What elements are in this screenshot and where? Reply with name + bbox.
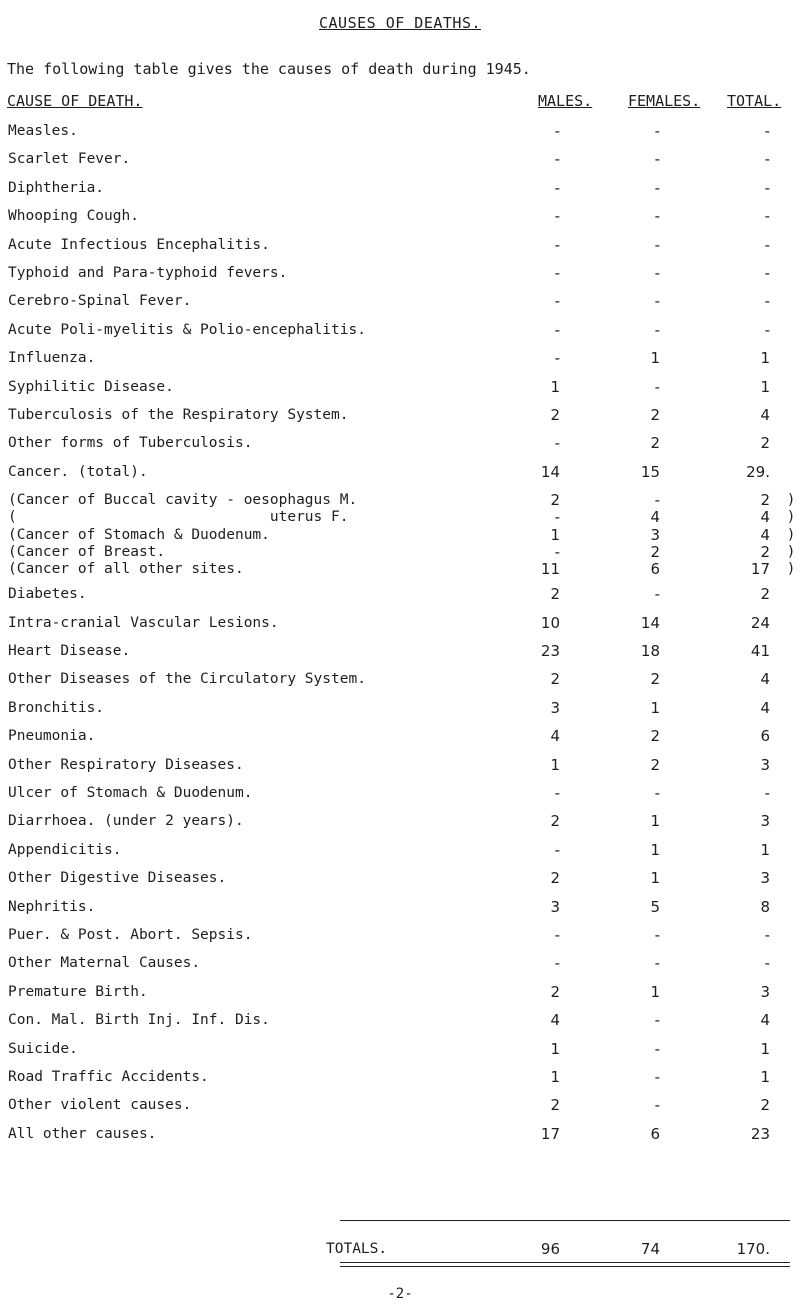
total-value: 2: [760, 542, 770, 561]
total-value: 17: [750, 560, 770, 578]
cause-label: Nephritis.: [8, 898, 96, 915]
males-value: 2: [550, 491, 560, 510]
bracket-mark: ): [788, 492, 794, 509]
females-value: 4: [650, 508, 660, 527]
females-value: 2: [650, 406, 660, 424]
cause-label: All other causes.: [8, 1125, 157, 1142]
table-row: [0, 319, 800, 341]
males-value: -: [554, 542, 560, 561]
females-value: -: [654, 1068, 660, 1086]
females-value: -: [654, 491, 660, 510]
cause-label: Measles.: [8, 123, 78, 139]
table-row: [0, 1038, 800, 1060]
males-value: 1: [550, 525, 560, 544]
cause-label: Cancer. (total).: [8, 463, 148, 480]
females-value: -: [654, 292, 660, 311]
males-value: 1: [550, 1068, 560, 1086]
table-row: [0, 148, 800, 170]
cause-label: Syphilitic Disease.: [8, 378, 174, 395]
header-males: MALES.: [538, 92, 593, 110]
total-value: 3: [760, 869, 770, 888]
males-value: -: [554, 840, 560, 859]
total-value: 2: [760, 1096, 770, 1115]
total-value: 3: [760, 755, 770, 774]
table-row: [0, 1066, 800, 1088]
females-value: -: [654, 1011, 660, 1030]
males-value: -: [554, 508, 560, 527]
cause-label: Intra-cranial Vascular Lesions.: [8, 614, 279, 631]
females-value: 5: [650, 897, 660, 916]
females-value: 6: [650, 560, 660, 578]
females-value: -: [654, 235, 660, 254]
table-row: [0, 1094, 800, 1116]
males-value: 11: [540, 560, 560, 578]
total-value: -: [764, 178, 770, 197]
table-row: [0, 558, 800, 580]
total-value: 2: [760, 491, 770, 510]
females-value: 14: [640, 613, 660, 632]
cause-label: Diphtheria.: [8, 179, 105, 196]
total-value: -: [764, 320, 770, 339]
total-value: 1: [760, 1039, 770, 1058]
cause-label: Suicide.: [8, 1040, 78, 1057]
males-value: 2: [550, 406, 560, 424]
total-value: -: [764, 784, 770, 802]
males-value: 2: [550, 670, 560, 689]
males-value: -: [554, 320, 560, 339]
bracket-mark: ): [788, 526, 794, 543]
cause-label: Road Traffic Accidents.: [8, 1069, 209, 1085]
males-value: -: [554, 784, 560, 802]
total-value: 1: [760, 840, 770, 859]
total-value: -: [764, 954, 770, 973]
males-value: 4: [550, 1011, 560, 1030]
cause-label: Other violent causes.: [8, 1097, 192, 1114]
females-value: 6: [650, 1124, 660, 1143]
table-row: [0, 981, 800, 1003]
table-row: [0, 668, 800, 690]
total-value: 4: [760, 406, 770, 424]
females-value: -: [654, 264, 660, 282]
table-row: [0, 782, 800, 804]
totals-males: 96: [540, 1240, 560, 1258]
header-cause: CAUSE OF DEATH.: [7, 92, 143, 110]
totals-row: [0, 1238, 800, 1260]
cause-label: Puer. & Post. Abort. Sepsis.: [8, 927, 253, 943]
cause-label: (Cancer of Stomach & Duodenum.: [8, 526, 270, 543]
header-females: FEMALES.: [628, 92, 701, 110]
cause-label: Cerebro-Spinal Fever.: [8, 293, 192, 310]
males-value: 1: [550, 755, 560, 774]
cause-label: Acute Infectious Encephalitis.: [8, 236, 270, 253]
females-value: 2: [650, 755, 660, 774]
males-value: -: [554, 292, 560, 311]
total-value: -: [764, 926, 770, 944]
females-value: 2: [650, 542, 660, 561]
total-value: 4: [760, 698, 770, 717]
totals-label: TOTALS.: [326, 1241, 388, 1257]
males-value: -: [554, 349, 560, 368]
cause-label: Pneumonia.: [8, 728, 96, 745]
total-value: 23: [750, 1124, 770, 1143]
bracket-mark: ): [788, 543, 794, 560]
total-value: 4: [760, 525, 770, 544]
males-value: 1: [550, 1039, 560, 1058]
males-value: -: [554, 434, 560, 453]
males-value: 1: [550, 377, 560, 396]
cause-label: Whooping Cough.: [8, 208, 139, 225]
males-value: 17: [540, 1124, 560, 1143]
females-value: -: [654, 784, 660, 802]
table-row: [0, 896, 800, 918]
males-value: 2: [550, 982, 560, 1001]
cause-label: Scarlet Fever.: [8, 151, 131, 168]
females-value: -: [654, 954, 660, 973]
females-value: -: [654, 150, 660, 169]
cause-label: ( uterus F.: [8, 509, 349, 526]
table-row: [0, 810, 800, 832]
males-value: 23: [540, 642, 560, 660]
table-row: [0, 952, 800, 974]
females-value: 1: [650, 698, 660, 717]
females-value: 2: [650, 434, 660, 453]
total-value: 4: [760, 670, 770, 689]
table-row: [0, 205, 800, 227]
cause-label: Ulcer of Stomach & Duodenum.: [8, 785, 253, 801]
cause-label: Premature Birth.: [8, 983, 148, 1000]
cause-label: Other Diseases of the Circulatory System.: [8, 671, 366, 688]
cause-label: Tuberculosis of the Respiratory System.: [8, 407, 349, 423]
table-row: [0, 839, 800, 861]
cause-label: Other Digestive Diseases.: [8, 870, 227, 887]
cause-label: (Cancer of Breast.: [8, 543, 166, 560]
total-value: 24: [750, 613, 770, 632]
table-row: [0, 867, 800, 889]
males-value: 3: [550, 897, 560, 916]
divider-bottom: [340, 1262, 790, 1263]
totals-females: 74: [640, 1240, 660, 1258]
table-row: [0, 612, 800, 634]
cause-label: Diabetes.: [8, 586, 87, 603]
total-value: 2: [760, 585, 770, 604]
table-row: [0, 461, 800, 483]
females-value: -: [654, 178, 660, 197]
cause-label: Appendicitis.: [8, 841, 122, 858]
total-value: -: [764, 207, 770, 226]
table-row: [0, 1009, 800, 1031]
males-value: -: [554, 150, 560, 169]
females-value: 1: [650, 349, 660, 368]
males-value: 4: [550, 727, 560, 746]
females-value: -: [654, 926, 660, 944]
cause-label: Influenza.: [8, 350, 96, 367]
total-value: 1: [760, 1068, 770, 1086]
divider-top: [340, 1220, 790, 1221]
males-value: -: [554, 954, 560, 973]
table-row: [0, 262, 800, 284]
females-value: 2: [650, 670, 660, 689]
females-value: 1: [650, 982, 660, 1001]
females-value: -: [654, 320, 660, 339]
cause-label: Other Maternal Causes.: [8, 955, 201, 972]
table-row: [0, 583, 800, 605]
total-value: 3: [760, 812, 770, 831]
males-value: -: [554, 264, 560, 282]
total-value: -: [764, 122, 770, 140]
females-value: 3: [650, 525, 660, 544]
males-value: 2: [550, 869, 560, 888]
cause-label: Heart Disease.: [8, 643, 131, 659]
table-row: [0, 234, 800, 256]
table-row: [0, 290, 800, 312]
females-value: 15: [640, 462, 660, 481]
males-value: 2: [550, 585, 560, 604]
total-value: -: [764, 264, 770, 282]
males-value: 10: [540, 613, 560, 632]
total-value: -: [764, 235, 770, 254]
cause-label: Typhoid and Para-typhoid fevers.: [8, 265, 288, 281]
total-value: 1: [760, 349, 770, 368]
males-value: 2: [550, 812, 560, 831]
table-row: [0, 924, 800, 946]
females-value: 1: [650, 869, 660, 888]
cause-label: Other forms of Tuberculosis.: [8, 435, 253, 452]
females-value: -: [654, 1039, 660, 1058]
cause-label: Bronchitis.: [8, 699, 105, 716]
cause-label: Other Respiratory Diseases.: [8, 756, 244, 773]
intro-text: The following table gives the causes of death during 1945.: [7, 60, 531, 78]
total-value: 4: [760, 508, 770, 527]
total-value: -: [764, 292, 770, 311]
total-value: 2: [760, 434, 770, 453]
table-row: [0, 1123, 800, 1145]
total-value: -: [764, 150, 770, 169]
bracket-mark: ): [788, 561, 794, 577]
cause-label: (Cancer of all other sites.: [8, 561, 244, 577]
page-number: -2-: [387, 1286, 413, 1302]
table-row: [0, 376, 800, 398]
total-value: 1: [760, 377, 770, 396]
females-value: 1: [650, 840, 660, 859]
table-row: [0, 347, 800, 369]
males-value: 3: [550, 698, 560, 717]
total-value: 8: [760, 897, 770, 916]
females-value: -: [654, 207, 660, 226]
totals-total: 170.: [736, 1240, 770, 1258]
males-value: 14: [540, 462, 560, 481]
table-row: [0, 120, 800, 142]
table-row: [0, 697, 800, 719]
total-value: 3: [760, 982, 770, 1001]
table-row: [0, 404, 800, 426]
cause-label: Con. Mal. Birth Inj. Inf. Dis.: [8, 1012, 270, 1029]
females-value: -: [654, 122, 660, 140]
page-title: CAUSES OF DEATHS.: [318, 14, 482, 32]
females-value: 1: [650, 812, 660, 831]
males-value: -: [554, 178, 560, 197]
bracket-mark: ): [788, 509, 794, 526]
cause-label: Diarrhoea. (under 2 years).: [8, 813, 244, 830]
males-value: -: [554, 122, 560, 140]
total-value: 6: [760, 727, 770, 746]
table-row: [0, 432, 800, 454]
males-value: 2: [550, 1096, 560, 1115]
total-value: 41: [750, 642, 770, 660]
header-total: TOTAL.: [727, 92, 782, 110]
divider-bottom-double: [340, 1266, 790, 1267]
cause-label: Acute Poli-myelitis & Polio-encephalitis.: [8, 321, 366, 338]
table-row: [0, 725, 800, 747]
females-value: -: [654, 1096, 660, 1115]
cause-label: (Cancer of Buccal cavity - oesophagus M.: [8, 492, 358, 509]
females-value: 18: [640, 642, 660, 660]
table-row: [0, 177, 800, 199]
males-value: -: [554, 235, 560, 254]
table-row: [0, 640, 800, 662]
males-value: -: [554, 207, 560, 226]
total-value: 29.: [746, 462, 770, 481]
table-row: [0, 754, 800, 776]
total-value: 4: [760, 1011, 770, 1030]
females-value: -: [654, 585, 660, 604]
females-value: -: [654, 377, 660, 396]
females-value: 2: [650, 727, 660, 746]
males-value: -: [554, 926, 560, 944]
